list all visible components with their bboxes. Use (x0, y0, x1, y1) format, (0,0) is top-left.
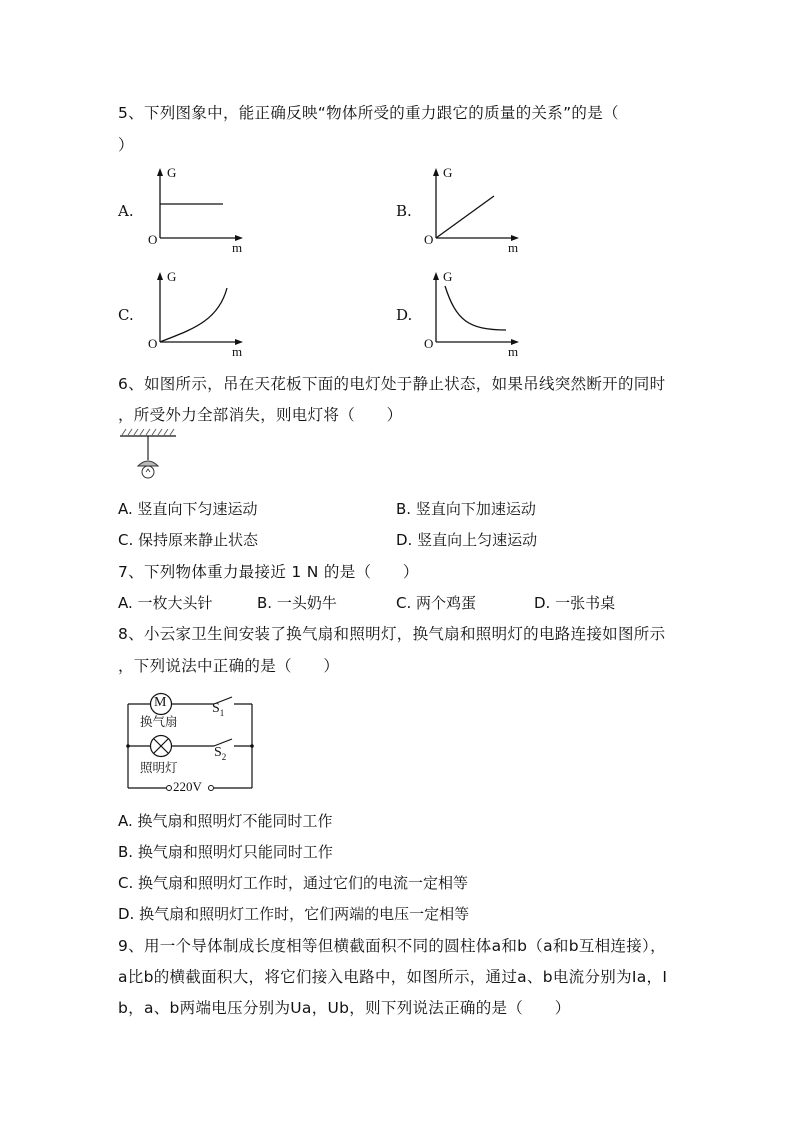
lamp-label: 照明灯 (140, 760, 178, 775)
q5-stem-line1: 5、下列图象中，能正确反映“物体所受的重力跟它的质量的关系”的是（ (118, 104, 619, 122)
q5-graph-c-y-label: G (167, 269, 177, 284)
q7-option-b[interactable]: B. 一头奶牛 (257, 594, 337, 612)
q5-graph-b-x-label: m (508, 240, 519, 255)
q5-graph-d-x-label: m (508, 344, 519, 359)
q5-graph-c-x-label: m (232, 344, 243, 359)
q5-graph-a-x-label: m (232, 240, 243, 255)
q9-stem-line3: b，a、b两端电压分别为Ua，Ub，则下列说法正确的是（ ） (118, 999, 571, 1017)
q5-graph-a-y-label: G (167, 165, 177, 180)
q8-stem-line1: 8、小云家卫生间安装了换气扇和照明灯，换气扇和照明灯的电路连接如图所示 (118, 625, 666, 643)
q5-graph-c-origin: O (148, 336, 158, 351)
q5-graph-a-origin: O (148, 232, 158, 247)
q8-option-a[interactable]: A. 换气扇和照明灯不能同时工作 (118, 812, 333, 830)
q9-stem-line2: a比b的横截面积大，将它们接入电路中，如图所示，通过a、b电流分别为Ia，I (118, 968, 668, 986)
q9-stem-line1: 9、用一个导体制成长度相等但横截面积不同的圆柱体a和b（a和b互相连接）， (118, 937, 666, 955)
q5-option-d-label[interactable]: D. (396, 306, 413, 324)
q6-option-b[interactable]: B. 竖直向下加速运动 (396, 500, 536, 518)
q7-option-d[interactable]: D. 一张书桌 (534, 594, 616, 612)
q5-option-b-label[interactable]: B. (396, 202, 412, 220)
q7-stem: 7、下列物体重力最接近 1 N 的是（ ） (118, 563, 419, 581)
fan-label: 换气扇 (140, 714, 178, 729)
q5-graph-d-origin: O (424, 336, 434, 351)
q8-option-d[interactable]: D. 换气扇和照明灯工作时，它们两端的电压一定相等 (118, 905, 470, 923)
q7-option-a[interactable]: A. 一枚大头针 (118, 594, 213, 612)
switch-s2-label: $S_2$ (214, 745, 227, 762)
hanging-lamp-figure (118, 428, 180, 488)
q5-graph-b-y-label: G (443, 165, 453, 180)
q6-option-d[interactable]: D. 竖直向上匀速运动 (396, 531, 538, 549)
q8-stem-line2: ，下列说法中正确的是（ ） (118, 657, 340, 675)
q8-option-b[interactable]: B. 换气扇和照明灯只能同时工作 (118, 843, 333, 861)
q8-option-c[interactable]: C. 换气扇和照明灯工作时，通过它们的电流一定相等 (118, 874, 469, 892)
voltage-label: 220V (173, 779, 202, 794)
q7-option-c[interactable]: C. 两个鸡蛋 (396, 594, 477, 612)
motor-symbol-label: M (154, 695, 167, 710)
q5-graph-d-y-label: G (443, 269, 453, 284)
q6-stem-line1: 6、如图所示，吊在天花板下面的电灯处于静止状态，如果吊线突然断开的同时 (118, 375, 666, 393)
q5-graph-b-origin: O (424, 232, 434, 247)
q6-option-c[interactable]: C. 保持原来静止状态 (118, 531, 259, 549)
q5-stem-line2: ） (118, 136, 134, 154)
q5-option-c-label[interactable]: C. (118, 306, 134, 324)
q6-option-a[interactable]: A. 竖直向下匀速运动 (118, 500, 258, 518)
q6-stem-line2: ，所受外力全部消失，则电灯将（ ） (118, 406, 403, 424)
switch-s1-label: $S_1$ (212, 701, 225, 718)
q5-option-a-label[interactable]: A. (118, 202, 134, 220)
